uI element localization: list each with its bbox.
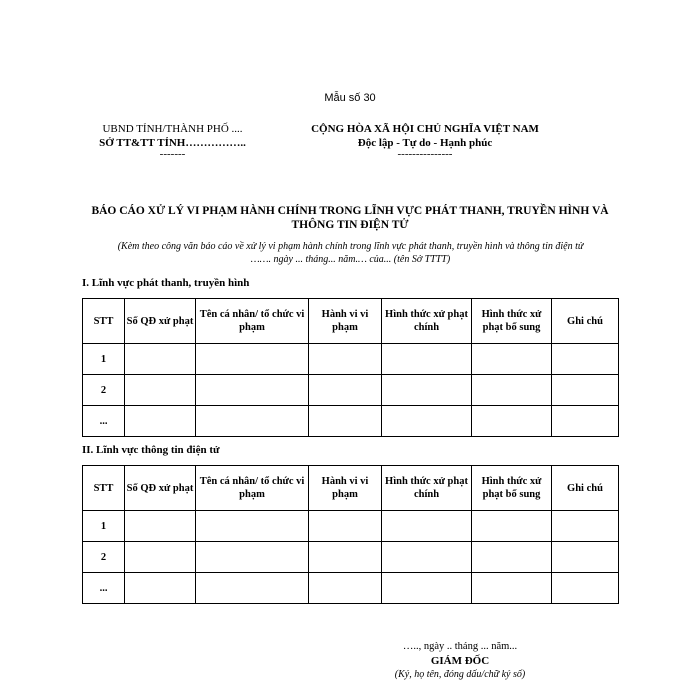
table-cell[interactable] (309, 375, 382, 406)
table-cell[interactable] (472, 375, 552, 406)
authority-line-2: SỞ TT&TT TỈNH…………….. (99, 137, 246, 149)
table-cell[interactable] (125, 375, 196, 406)
row-number: ... (83, 406, 125, 437)
table-cell[interactable] (382, 542, 472, 573)
table-cell[interactable] (196, 573, 309, 604)
table-cell[interactable] (472, 511, 552, 542)
table-row (83, 573, 619, 604)
section-2-title: II. Lĩnh vực thông tin điện tử (82, 444, 220, 456)
table-cell[interactable] (125, 511, 196, 542)
report-subtitle-line-2: ……. ngày ... tháng... năm.… của... (tên Sở TTTT) (250, 254, 451, 265)
motto: Độc lập - Tự do - Hạnh phúc (357, 137, 493, 149)
table-row (83, 344, 619, 375)
table-cell[interactable] (382, 375, 472, 406)
row-number: 2 (83, 375, 125, 406)
table-cell[interactable] (196, 344, 309, 375)
table-header-row (83, 299, 619, 344)
motto-separator: --------------- (397, 148, 453, 160)
issuing-authority (70, 122, 275, 158)
table-e-information (82, 465, 619, 604)
table-row (83, 511, 619, 542)
table-cell[interactable] (552, 511, 619, 542)
report-title (80, 204, 620, 232)
table-cell[interactable] (309, 406, 382, 437)
header-note: Ghi chú (552, 299, 619, 344)
table-cell[interactable] (196, 542, 309, 573)
table-cell[interactable] (125, 406, 196, 437)
table-header-row (83, 466, 619, 511)
table-cell[interactable] (309, 573, 382, 604)
authority-line-1: UBND TỈNH/THÀNH PHỐ .... (102, 123, 243, 135)
header-violation: Hành vi vi phạm (309, 299, 382, 344)
table-cell[interactable] (196, 406, 309, 437)
table-cell[interactable] (125, 542, 196, 573)
table-cell[interactable] (472, 542, 552, 573)
national-motto (290, 122, 560, 158)
header-main-penalty: Hình thức xử phạt chính (382, 299, 472, 344)
header-violator: Tên cá nhân/ tổ chức vi phạm (196, 466, 309, 511)
authority-separator: ------- (159, 148, 186, 160)
row-number: ... (83, 573, 125, 604)
signature-title: GIÁM ĐỐC (430, 655, 490, 667)
report-title-line-2: THÔNG TIN ĐIỆN TỬ (291, 219, 409, 231)
header-extra-penalty: Hình thức xử phạt bổ sung (472, 299, 552, 344)
table-cell[interactable] (309, 344, 382, 375)
report-subtitle (78, 240, 623, 266)
table-cell[interactable] (472, 573, 552, 604)
header-decision-no: Số QĐ xử phạt (125, 466, 196, 511)
table-cell[interactable] (552, 375, 619, 406)
table-cell[interactable] (382, 573, 472, 604)
header-decision-no: Số QĐ xử phạt (125, 299, 196, 344)
table-cell[interactable] (382, 406, 472, 437)
table-cell[interactable] (472, 344, 552, 375)
header-stt: STT (83, 299, 125, 344)
signature-date: ….., ngày .. tháng ... năm... (402, 641, 518, 652)
table-broadcasting (82, 298, 619, 437)
report-subtitle-line-1: (Kèm theo công văn báo cáo về xử lý vi phạm hành chính trong lĩnh vực phát thanh, truyền hình và thông tin điện tử (117, 241, 584, 252)
table-cell[interactable] (552, 344, 619, 375)
table-cell[interactable] (472, 406, 552, 437)
header-stt: STT (83, 466, 125, 511)
table-cell[interactable] (196, 375, 309, 406)
row-number: 1 (83, 511, 125, 542)
table-cell[interactable] (552, 406, 619, 437)
header-violator: Tên cá nhân/ tổ chức vi phạm (196, 299, 309, 344)
header-main-penalty: Hình thức xử phạt chính (382, 466, 472, 511)
section-1-title: I. Lĩnh vực phát thanh, truyền hình (82, 277, 250, 289)
report-title-line-1: BÁO CÁO XỬ LÝ VI PHẠM HÀNH CHÍNH TRONG LĨNH VỰC PHÁT THANH, TRUYỀN HÌNH VÀ (91, 205, 609, 217)
table-cell[interactable] (309, 511, 382, 542)
table-row (83, 406, 619, 437)
table-cell[interactable] (552, 542, 619, 573)
header-violation: Hành vi vi phạm (309, 466, 382, 511)
row-number: 1 (83, 344, 125, 375)
table-cell[interactable] (382, 344, 472, 375)
table-cell[interactable] (125, 573, 196, 604)
signature-note: (Ký, họ tên, đóng dấu/chữ ký số) (394, 669, 526, 680)
table-cell[interactable] (382, 511, 472, 542)
table-cell[interactable] (552, 573, 619, 604)
table-row (83, 542, 619, 573)
table-cell[interactable] (309, 542, 382, 573)
table-cell[interactable] (125, 344, 196, 375)
header-extra-penalty: Hình thức xử phạt bổ sung (472, 466, 552, 511)
table-row (83, 375, 619, 406)
header-note: Ghi chú (552, 466, 619, 511)
form-number: Mẫu số 30 (324, 92, 376, 104)
country-name: CỘNG HÒA XÃ HỘI CHỦ NGHĨA VIỆT NAM (311, 123, 539, 135)
table-cell[interactable] (196, 511, 309, 542)
row-number: 2 (83, 542, 125, 573)
